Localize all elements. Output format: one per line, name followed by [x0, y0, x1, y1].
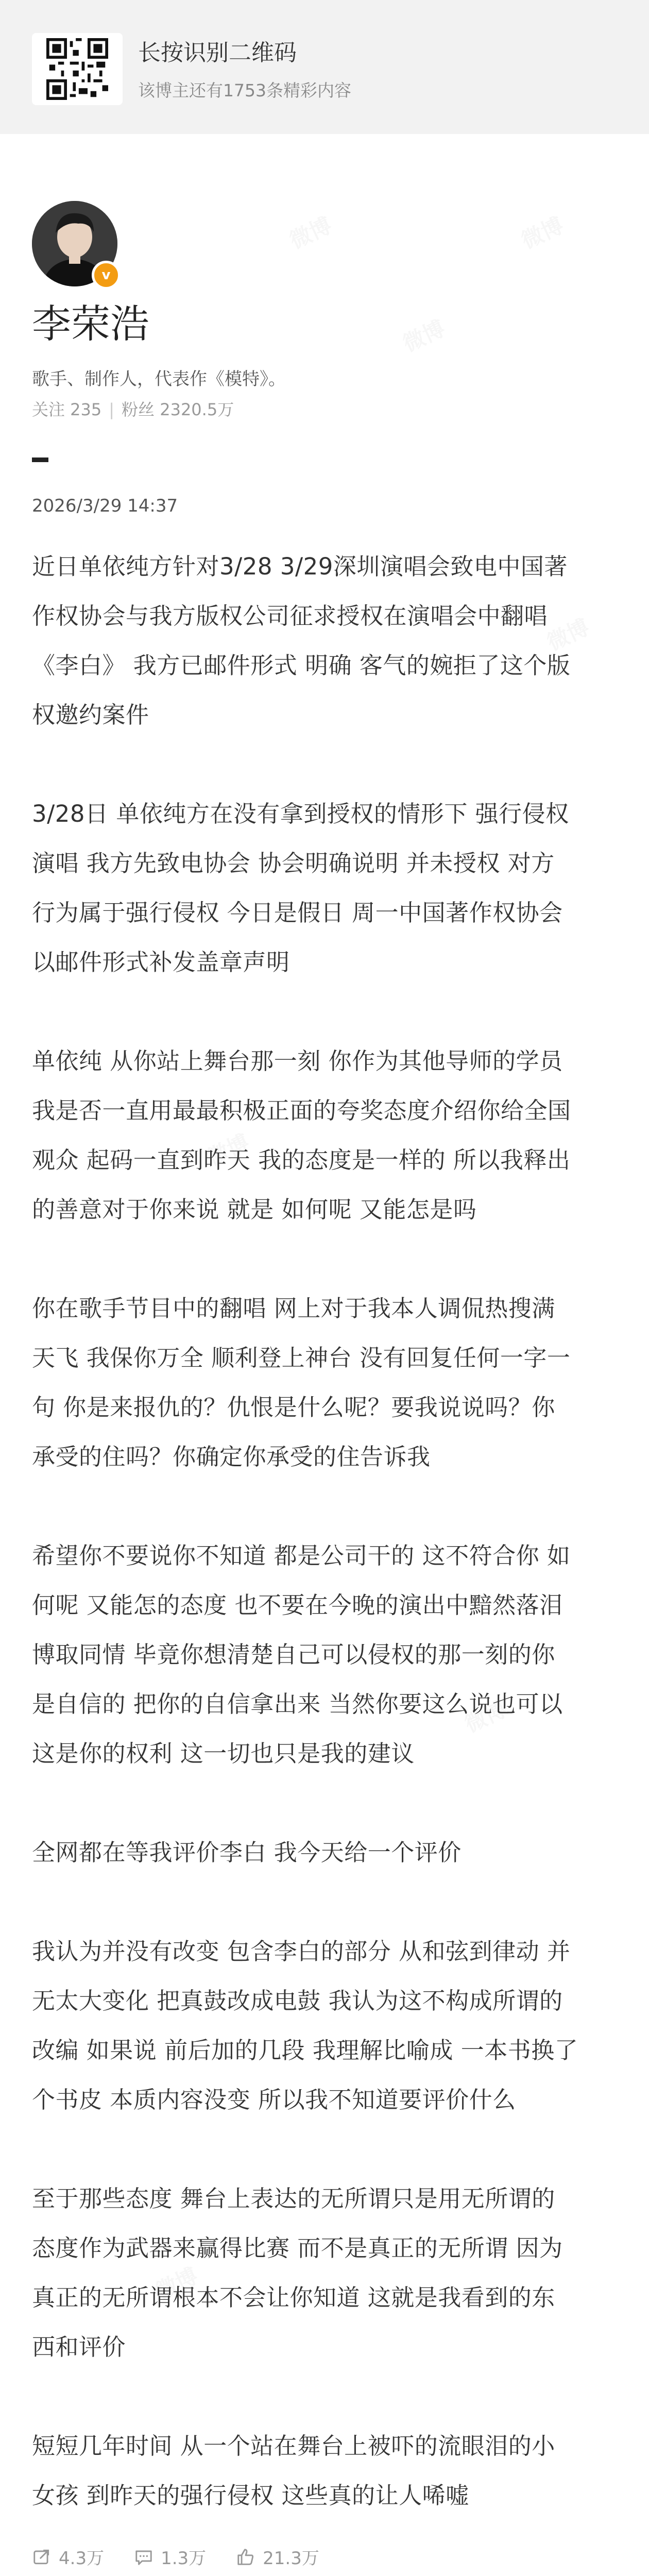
post-text-line: 何呢 又能怎的态度 也不要在今晚的演出中黯然落泪: [32, 1591, 563, 1619]
post-text-line: 3/28日 单依纯方在没有拿到授权的情形下 强行侵权: [32, 800, 569, 827]
user-bio: 歌手、制作人，代表作《模特》。: [32, 369, 286, 389]
post-text-line: 句 你是来报仇的？仇恨是什么呢？要我说说吗？你: [32, 1394, 555, 1421]
banner-title: 长按识别二维码: [138, 40, 297, 66]
post-paragraph: [32, 2174, 617, 2372]
post-text-line: 观众 起码一直到昨天 我的态度是一样的 所以我释出: [32, 1146, 571, 1174]
post-text-line: 承受的住吗？你确定你承受的住告诉我: [32, 1443, 431, 1470]
post-text-line: 希望你不要说你不知道 都是公司干的 这不符合你 如: [32, 1542, 571, 1569]
post-text-line: 无太大变化 把真鼓改成电鼓 我认为这不构成所谓的: [32, 1987, 563, 2014]
post-text-line: 《李白》 我方已邮件形式 明确 客气的婉拒了这个版: [32, 652, 571, 679]
qr-code-graphic: [46, 38, 108, 100]
stats-separator: |: [109, 400, 115, 419]
comment-count: 1.3万: [161, 2548, 207, 2569]
post-paragraph: [32, 1828, 617, 1877]
watermark: [516, 209, 568, 255]
post-date: 2026/3/29 14:37: [32, 496, 178, 516]
fans-count[interactable]: 粉丝 2320.5万: [122, 400, 234, 419]
watermark: [397, 312, 450, 358]
post-text-line: 个书皮 本质内容没变 所以我不知道要评价什么: [32, 2086, 516, 2113]
post-text-line: 全网都在等我评价李白 我今天给一个评价: [32, 1839, 462, 1866]
post-text-line: 至于那些态度 舞台上表达的无所谓只是用无所谓的: [32, 2185, 555, 2212]
post-text-line: 我是否一直用最最积极正面的夸奖态度介绍你给全国: [32, 1097, 571, 1124]
post-text-line: 这是你的权利 这一切也只是我的建议: [32, 1740, 415, 1767]
post-paragraph: [32, 1927, 617, 2125]
post-content: [32, 542, 617, 2570]
repost-icon: [32, 2547, 52, 2567]
post-text-line: 的善意对于你来说 就是 如何呢 又能怎是吗: [32, 1196, 477, 1223]
thumbs-up-icon: [236, 2547, 255, 2567]
post-text-line: 西和评价: [32, 2333, 126, 2361]
comment-icon: [134, 2547, 153, 2567]
post-paragraph: [32, 1531, 617, 1778]
post-paragraph: [32, 789, 617, 987]
post-paragraph: [32, 1284, 617, 1482]
post-text-line: 改编 如果说 前后加的几段 我理解比喻成 一本书换了: [32, 2037, 578, 2064]
post-text-line: 作权协会与我方版权公司征求授权在演唱会中翻唱: [32, 602, 548, 630]
post-text-line: 你在歌手节目中的翻唱 网上对于我本人调侃热搜满: [32, 1295, 555, 1322]
user-stats: [32, 397, 234, 420]
follow-count[interactable]: 关注 235: [32, 400, 102, 419]
post-text-line: 真正的无所谓根本不会让你知道 这就是我看到的东: [32, 2284, 555, 2311]
repost-button[interactable]: [32, 2544, 104, 2569]
like-count: 21.3万: [263, 2548, 319, 2569]
user-name[interactable]: 李荣浩: [32, 301, 149, 347]
comment-button[interactable]: [134, 2544, 206, 2569]
post-text-line: 演唱 我方先致电协会 协会明确说明 并未授权 对方: [32, 850, 555, 877]
verified-badge-icon: v: [92, 261, 121, 290]
qr-banner: [0, 0, 649, 134]
post-text-line: 以邮件形式补发盖章声明: [32, 948, 290, 976]
post-paragraph: [32, 1037, 617, 1234]
post-text-line: 权邀约案件: [32, 701, 149, 728]
post-text-line: 单依纯 从你站上舞台那一刻 你作为其他导师的学员: [32, 1047, 563, 1075]
post-text-line: 天飞 我保你万全 顺利登上神台 没有回复任何一字一: [32, 1344, 571, 1371]
post-text-line: 态度作为武器来赢得比赛 而不是真正的无所谓 因为: [32, 2234, 563, 2262]
divider: [32, 457, 48, 462]
like-button[interactable]: [236, 2544, 319, 2569]
post-actions: [32, 2544, 349, 2569]
qr-code-icon[interactable]: [32, 33, 123, 105]
post-text-line: 女孩 到昨天的强行侵权 这些真的让人唏嘘: [32, 2482, 469, 2509]
post-text-line: 行为属于强行侵权 今日是假日 周一中国著作权协会: [32, 899, 563, 926]
repost-count: 4.3万: [59, 2548, 105, 2569]
post-paragraph: [32, 2421, 617, 2520]
post-text-line: 短短几年时间 从一个站在舞台上被吓的流眼泪的小: [32, 2432, 555, 2460]
post-text-line: 是自信的 把你的自信拿出来 当然你要这么说也可以: [32, 1690, 563, 1718]
watermark: [284, 209, 336, 255]
post-text-line: 博取同情 毕竟你想清楚自己可以侵权的那一刻的你: [32, 1641, 555, 1668]
post-paragraph: [32, 542, 617, 740]
banner-subtitle: 该博主还有1753条精彩内容: [138, 80, 351, 100]
post-text-line: 我认为并没有改变 包含李白的部分 从和弦到律动 并: [32, 1938, 571, 1965]
post-text-line: 近日单依纯方针对3/28 3/29深圳演唱会致电中国著: [32, 553, 568, 580]
